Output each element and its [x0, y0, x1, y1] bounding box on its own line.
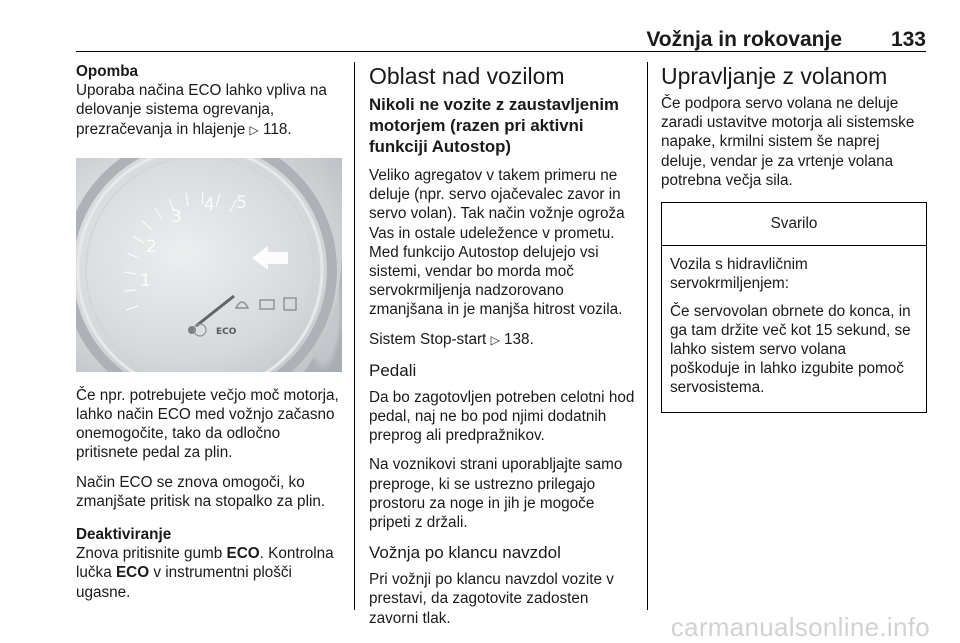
deactivation-text	[76, 544, 344, 602]
ref-text: Sistem Stop-start	[369, 330, 487, 348]
page-header	[0, 0, 960, 50]
column-1	[76, 62, 344, 612]
warning-body	[662, 246, 926, 411]
downhill-para: Pri vožnji po klancu navzdol vozite v prestavi, da zagotovite zadosten zavorni tlak.	[369, 571, 614, 627]
warning-title: Svarilo	[662, 203, 926, 246]
gauge-scale-3: 3	[171, 206, 182, 227]
steering-heading: Upravljanje z volanom	[661, 63, 888, 89]
engine-off-subheading: Nikoli ne vozite z zaustavljenim motorjem (razen pri aktivni funkciji Autostop)	[369, 95, 619, 156]
header-rule	[76, 51, 926, 52]
eco-lamp-label: ECO	[115, 564, 150, 582]
stop-start-reference	[369, 330, 635, 350]
gauge-scale-4: 4	[204, 194, 215, 215]
downhill-heading: Vožnja po klancu navzdol	[369, 543, 561, 563]
note-body: Uporaba načina ECO lahko vpliva na delovanje sistema ogrevanja, prezračevanja in hlajenje	[76, 82, 327, 138]
column-divider-1	[354, 62, 355, 610]
section-title: Vožnja in rokovanje	[646, 28, 842, 51]
deact-text-1: Znova pritisnite gumb	[76, 545, 227, 563]
engine-off-para: Veliko agregatov v takem primeru ne deluje (npr. servo ojačevalec zavor in servo volan). Tak način vožnje ogroža Vas in ostale udeležence v prometu. Med funkcijo Autostop delujejo vsi sistemi, vendar bo morda moč servokrmiljenja nadzorovano zmanjšana in je manjša hitrost vozila.	[369, 167, 625, 319]
eco-para-1: Če npr. potrebujete večjo moč motorja, lahko način ECO med vožnjo začasno onemogočite, tako da odločno pritisnete pedal za plin.	[76, 386, 339, 462]
reference-arrow-icon: ▷	[490, 332, 500, 347]
watermark: carmanualsonline.info	[670, 612, 930, 642]
instrument-cluster-eco-image	[76, 158, 342, 372]
warning-box	[661, 202, 927, 413]
column-3	[661, 62, 927, 413]
warning-para-2: Če servovolan obrnete do konca, in ga tam držite več kot 15 sekund, se lahko sistem servo volana poškoduje in lahko izgubite pomoč servosistema.	[670, 302, 911, 397]
page-number: 133	[890, 28, 926, 51]
pedals-para-2: Na voznikovi strani uporabljajte samo preproge, ki se ustrezno prilegajo prostoru za noge in jih je mogoče pripeti z držali.	[369, 456, 623, 532]
deact-text-2: . Kontrolna lučka	[76, 545, 334, 582]
pedals-heading: Pedali	[369, 360, 417, 380]
warning-para-1: Vozila s hidravličnim servokrmiljenjem:	[670, 256, 808, 293]
steering-para: Če podpora servo volana ne deluje zaradi ustavitve motorja ali sistemske napake, krmilni sistem še naprej deluje, vendar je za vrtenje volana potrebna večja sila.	[661, 95, 915, 189]
vehicle-control-heading: Oblast nad vozilom	[369, 63, 565, 89]
note-text	[76, 81, 344, 140]
column-divider-2	[647, 62, 648, 610]
ref-page: 138.	[504, 330, 534, 348]
reference-arrow-icon: ▷	[249, 122, 259, 137]
eco-para-2: Način ECO se znova omogoči, ko zmanjšate pritisk na stopalko za plin.	[76, 473, 326, 510]
note-ref-page: 118.	[262, 120, 292, 138]
gauge-scale-5: 5	[236, 192, 247, 213]
note-heading: Opomba	[76, 63, 139, 80]
pedals-para-1: Da bo zagotovljen potreben celotni hod pedal, naj ne bo pod njimi dodatnih preprog ali predpražnikov.	[369, 388, 635, 445]
deact-text-3: v instrumentni plošči ugasne.	[76, 564, 292, 601]
gauge-scale-2: 2	[146, 236, 157, 257]
eco-indicator-label: ECO	[216, 326, 237, 337]
gauge-scale-1: 1	[140, 270, 151, 291]
eco-button-label: ECO	[226, 545, 260, 563]
column-2	[369, 62, 635, 638]
deactivation-heading: Deaktiviranje	[76, 526, 172, 544]
